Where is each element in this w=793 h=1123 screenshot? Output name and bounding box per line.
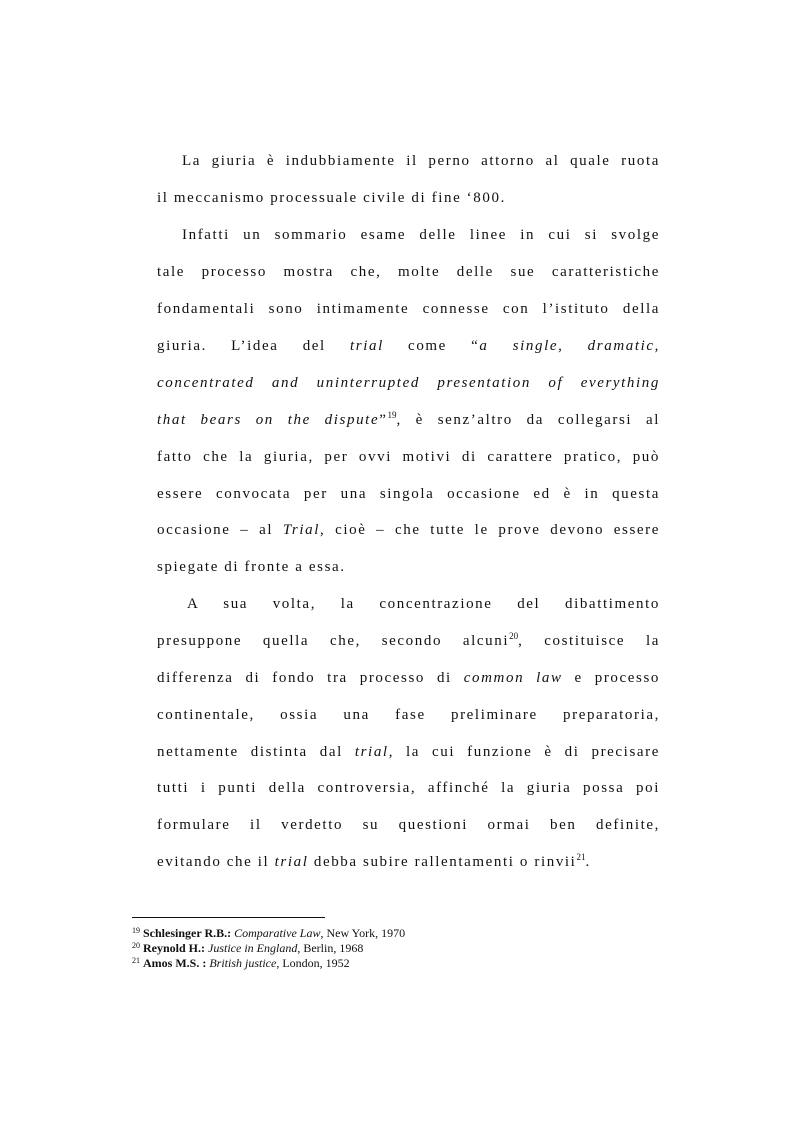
italic-text: trial xyxy=(354,744,389,760)
text-run: debba subire rallentamenti o rinvii xyxy=(308,854,577,870)
text-run: fondamentali sono intimamente connesse con l’istituto della xyxy=(157,301,660,317)
footnote-details: , London, 1952 xyxy=(276,956,350,970)
text-run: presuppone quella che, secondo alcuni xyxy=(157,633,510,649)
italic-text: trial xyxy=(274,854,309,870)
italic-text: common law xyxy=(463,670,563,686)
footnote-19 xyxy=(132,926,405,940)
body-line xyxy=(157,557,660,577)
text-run: nettamente distinta dal xyxy=(157,744,355,760)
body-line xyxy=(157,520,660,540)
text-run: evitando che il xyxy=(157,854,275,870)
body-line xyxy=(157,262,660,282)
text-run: A sua volta, la concentrazione del dibattimento xyxy=(187,596,660,612)
text-run: e processo xyxy=(562,670,661,686)
text-run: essere convocata per una singola occasione ed è in questa xyxy=(157,486,660,502)
body-line xyxy=(187,594,660,614)
body-line xyxy=(157,742,660,762)
italic-text: that bears on the dispute xyxy=(157,412,380,428)
text-run: Infatti un sommario esame delle linee in cui si svolge xyxy=(182,227,660,243)
body-line xyxy=(182,225,660,245)
footnote-title: Justice in England xyxy=(208,941,298,955)
footnote-author: Amos M.S. : xyxy=(143,956,207,970)
body-line xyxy=(157,668,660,688)
text-run: ” xyxy=(379,412,388,428)
footnote-title: British justice xyxy=(209,956,277,970)
footnote-author: Reynold H.: xyxy=(143,941,206,955)
body-line xyxy=(157,705,660,725)
text-run: La giuria è indubbiamente il perno attorno al quale ruota xyxy=(182,153,660,169)
italic-text: Trial xyxy=(282,522,320,538)
body-line xyxy=(157,188,660,208)
text-run: , costituisce la xyxy=(518,633,660,649)
text-run: spiegate di fronte a essa. xyxy=(157,559,346,575)
body-line xyxy=(157,631,660,651)
footnote-number: 21 xyxy=(132,956,140,965)
italic-text: a single, dramatic, xyxy=(479,338,660,354)
body-line xyxy=(157,410,660,430)
body-line xyxy=(157,778,660,798)
body-line xyxy=(182,151,660,171)
italic-text: trial xyxy=(350,338,384,354)
text-run: continentale, ossia una fase preliminare preparatoria, xyxy=(157,707,660,723)
footnote-number: 19 xyxy=(132,926,140,935)
footnote-details: , New York, 1970 xyxy=(320,926,406,940)
body-line xyxy=(157,447,660,467)
footnote-author: Schlesinger R.B.: xyxy=(143,926,232,940)
text-run: giuria. L’idea del xyxy=(157,338,351,354)
text-run: differenza di fondo tra processo di xyxy=(157,670,464,686)
text-run: , è senz’altro da collegarsi al xyxy=(396,412,660,428)
body-line xyxy=(157,852,660,872)
text-run: fatto che la giuria, per ovvi motivi di carattere pratico, può xyxy=(157,449,660,465)
footnote-20 xyxy=(132,941,363,955)
body-line xyxy=(157,336,660,356)
text-run: , la cui funzione è di precisare xyxy=(388,744,660,760)
text-run: tutti i punti della controversia, affinché la giuria possa poi xyxy=(157,780,660,796)
text-run: occasione – al xyxy=(157,522,283,538)
footnote-number: 20 xyxy=(132,941,140,950)
body-line xyxy=(157,484,660,504)
body-line xyxy=(157,299,660,319)
text-run: , cioè – che tutte le prove devono essere xyxy=(320,522,660,538)
text-run: formulare il verdetto su questioni ormai ben definite, xyxy=(157,817,660,833)
footnote-details: , Berlin, 1968 xyxy=(297,941,364,955)
footnote-reference: 20 xyxy=(509,631,519,641)
footnote-title: Comparative Law xyxy=(234,926,321,940)
text-run: . xyxy=(585,854,591,870)
text-run: il meccanismo processuale civile di fine ‘800. xyxy=(157,190,506,206)
text-run: tale processo mostra che, molte delle sue caratteristiche xyxy=(157,264,660,280)
body-line xyxy=(157,373,660,393)
text-run: come “ xyxy=(383,338,480,354)
footnote-reference: 21 xyxy=(576,852,586,862)
body-line xyxy=(157,815,660,835)
footnote-reference: 19 xyxy=(387,410,397,420)
footnote-separator xyxy=(132,917,325,918)
footnote-21 xyxy=(132,956,350,970)
italic-text: concentrated and uninterrupted presentation of everything xyxy=(157,375,660,391)
